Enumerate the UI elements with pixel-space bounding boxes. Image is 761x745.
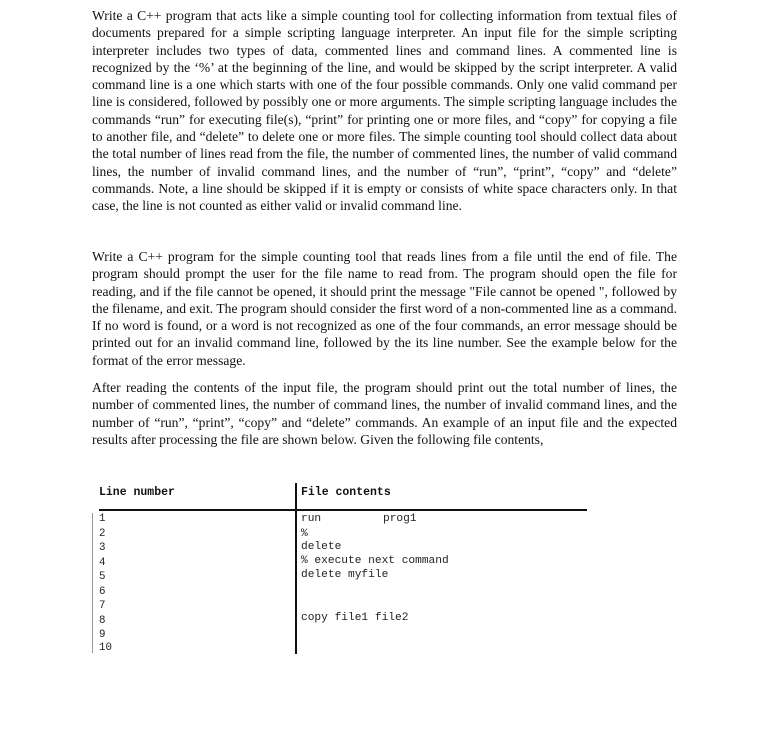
file-line-8: copy file1 file2 [301,612,409,624]
line-number: 5 [99,571,106,583]
table-header-rule [99,509,587,511]
paragraph-program-requirements: Write a C++ program for the simple counting tool that reads lines from a file until the end of file. The program should prompt the user for the file name to read from. The program should open the file for reading, and if the file cannot be opened, it should print the message "File cannot be opened ", followed by the filename, and exit. The program should consider the first word of a non-commented line as a command. If no word is found, or a word is not recognized as one of the four commands, an error message should be printed out for an invalid command line, followed by the its line number. See the example below for the format of the error message. [92,249,677,368]
line-number: 9 [99,629,106,641]
table-column-divider-top [295,483,297,509]
line-number: 7 [99,600,106,612]
file-line-5: delete myfile [301,569,389,581]
column-header-line-number: Line number [99,486,175,499]
line-number: 8 [99,614,106,627]
table-column-divider [295,509,297,654]
file-line-2: % [301,527,308,540]
line-number: 2 [99,527,106,540]
file-line-4: % execute next command [301,555,449,567]
file-line-3: delete [301,541,342,553]
line-number: 4 [99,556,106,569]
line-number: 10 [99,641,112,654]
column-header-file-contents: File contents [301,486,391,499]
file-line-1-argument: prog1 [383,513,417,525]
line-number: 1 [99,513,106,525]
line-number-gutter [92,513,93,653]
line-number: 3 [99,542,106,554]
paragraph-problem-description: Write a C++ program that acts like a simple counting tool for collecting information from textual files of documents prepared for a simple scripting language interpreter. An input file for the simple scripting interpreter includes two types of data, commented lines and command lines. A commented line is recognized by the ‘%’ at the beginning of the line, and would be skipped by the script interpreter. A valid command line is a one which starts with one of the four possible commands. Only one valid command per line is considered, followed by possibly one or more arguments. The simple scripting language includes the commands “run” for executing file(s), “print” for printing one or more files, and “copy” for copying a file to another file, and “delete” to delete one or more files. The simple counting tool should collect data about the total number of lines read from the file, the number of commented lines, the number of valid command lines, the number of invalid command lines, and the number of “run”, “print”, “copy” and “delete” commands. Note, a line should be skipped if it is empty or consists of white space characters only. In that case, the line is not counted as either valid or invalid command line. [92,8,677,214]
file-line-1-command: run [301,513,322,525]
line-number: 6 [99,585,106,598]
paragraph-output-requirements: After reading the contents of the input file, the program should print out the total number of lines, the number of commented lines, the number of command lines, the number of invalid command lines, and the number of “run”, “print”, “copy” and “delete” commands. An example of an input file and the expected results after processing the file are shown below. Given the following file contents, [92,380,677,447]
